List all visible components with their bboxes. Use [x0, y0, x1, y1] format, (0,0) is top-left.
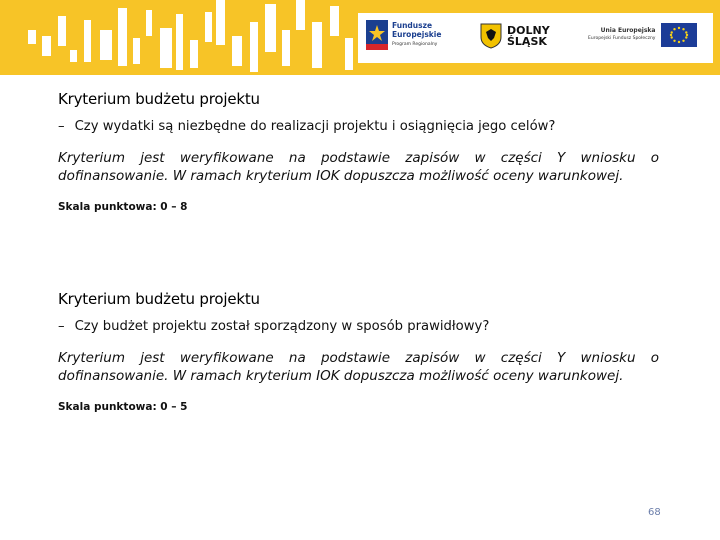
dolny-slask-line2: ŚLĄSK — [507, 35, 547, 48]
section-description: Kryterium jest weryfikowane na podstawie zapisów w części Y wniosku o dofinansowanie. W ramach kryterium IOK dopuszcza możliwość oceny warunkowej. — [58, 350, 659, 384]
section-heading: Kryterium budżetu projektu — [58, 290, 260, 308]
header-banner — [0, 0, 720, 75]
section-description: Kryterium jest weryfikowane na podstawie zapisów w części Y wniosku o dofinansowanie. W ramach kryterium IOK dopuszcza możliwość oceny warunkowej. — [58, 150, 659, 184]
criterion-section-2 — [58, 290, 658, 413]
fundusze-star-icon — [366, 20, 388, 50]
fundusze-title-1: Fundusze — [392, 21, 433, 30]
logos-bar — [358, 13, 713, 63]
question-text: Czy budżet projektu został sporządzony w sposób prawidłowy? — [74, 319, 490, 334]
decorative-pattern — [0, 0, 360, 75]
coat-of-arms-icon — [480, 23, 502, 49]
fundusze-subtitle: Program Regionalny — [392, 42, 438, 47]
bullet-dash: – — [58, 319, 65, 334]
eu-flag-icon — [661, 23, 697, 47]
section-scale: Skala punktowa: 0 – 5 — [58, 401, 188, 413]
unia-europejska-logo — [588, 23, 697, 47]
section-question — [58, 119, 658, 134]
fundusze-title-2: Europejskie — [392, 30, 442, 39]
dolny-slask-logo — [480, 23, 550, 49]
dolny-slask-line1: DOLNY — [507, 24, 550, 37]
unia-subtitle: Europejski Fundusz Społeczny — [588, 36, 656, 41]
question-text: Czy wydatki są niezbędne do realizacji projektu i osiągnięcia jego celów? — [74, 119, 556, 134]
bullet-dash: – — [58, 119, 65, 134]
section-scale: Skala punktowa: 0 – 8 — [58, 201, 188, 213]
page-number: 68 — [648, 507, 661, 518]
section-question — [58, 319, 658, 334]
unia-title: Unia Europejska — [600, 27, 656, 34]
criterion-section-1 — [58, 90, 658, 213]
section-heading: Kryterium budżetu projektu — [58, 90, 260, 108]
fundusze-europejskie-logo — [366, 20, 441, 50]
